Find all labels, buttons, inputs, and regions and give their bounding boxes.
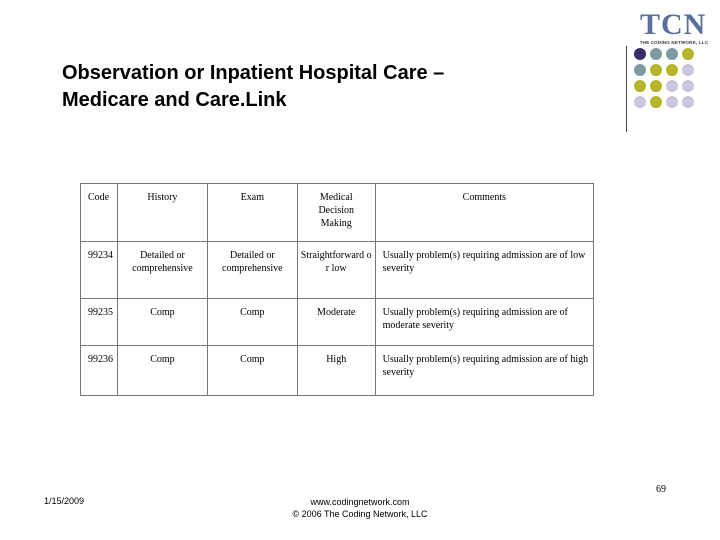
dot-olive [682, 48, 694, 60]
dot-olive [634, 80, 646, 92]
table-cell: Usually problem(s) requiring admission are of moderate severity [375, 299, 593, 346]
title-line-1: Observation or Inpatient Hospital Care – [62, 62, 445, 84]
table-row [81, 346, 594, 396]
header-cell: History [117, 184, 207, 242]
slide-title [62, 60, 602, 114]
footer-website: www.codingnetwork.com [310, 497, 410, 507]
table-cell: Usually problem(s) requiring admission are of low severity [375, 242, 593, 299]
table-cell: Moderate [297, 299, 375, 346]
table-row [81, 299, 594, 346]
page-number: 69 [656, 484, 666, 495]
header-cell: Exam [207, 184, 297, 242]
table-cell: 99234 [81, 242, 118, 299]
footer-date: 1/15/2009 [44, 496, 85, 506]
dot-lavender [634, 96, 646, 108]
dot-teal [666, 48, 678, 60]
table-cell: 99235 [81, 299, 118, 346]
table-cell: High [297, 346, 375, 396]
header-cell: Code [81, 184, 118, 242]
table-cell: Detailed or comprehensive [117, 242, 207, 299]
dot-teal [634, 64, 646, 76]
decorative-divider [626, 46, 627, 132]
footer-copyright: © 2006 The Coding Network, LLC [292, 509, 428, 519]
table-cell: 99236 [81, 346, 118, 396]
dot-olive [650, 64, 662, 76]
dot-lavender [682, 80, 694, 92]
table-cell: Comp [207, 299, 297, 346]
table-cell: Straightforward or low [297, 242, 375, 299]
table-cell: Comp [117, 299, 207, 346]
dot-lavender [682, 64, 694, 76]
title-line-2: Medicare and Care.Link [62, 89, 287, 111]
dot-olive [650, 96, 662, 108]
table-header-row [81, 184, 594, 242]
table-row [81, 242, 594, 299]
footer-credits [240, 496, 480, 520]
logo-subtitle: THE CODING NETWORK, LLC [639, 40, 709, 45]
dot-olive [650, 80, 662, 92]
table-cell: Detailed or comprehensive [207, 242, 297, 299]
table-cell: Comp [207, 346, 297, 396]
dot-lavender [666, 96, 678, 108]
header-cell: Comments [375, 184, 593, 242]
tcn-logo: TCN [640, 8, 707, 41]
header-cell: Medical Decision Making [297, 184, 375, 242]
dot-lavender [666, 80, 678, 92]
table-cell: Usually problem(s) requiring admission are of high severity [375, 346, 593, 396]
dot-lavender [682, 96, 694, 108]
table-cell: Comp [117, 346, 207, 396]
dot-teal [650, 48, 662, 60]
dot-olive [666, 64, 678, 76]
coding-table [80, 183, 594, 396]
dot-navy [634, 48, 646, 60]
